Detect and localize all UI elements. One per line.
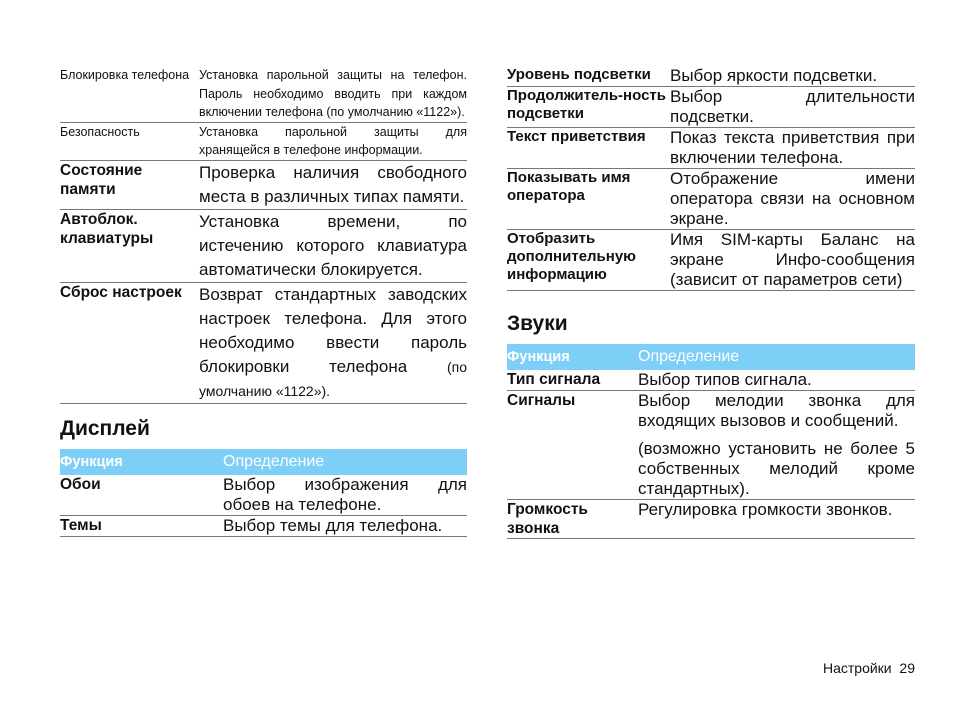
footer-section: Настройки — [822, 660, 892, 676]
row-desc: Показ текста приветствия при включении телефона. — [670, 128, 915, 167]
table-row — [60, 161, 467, 210]
table-row — [60, 515, 467, 536]
header-function: Функция — [507, 344, 638, 370]
row-desc: Выбор изображения для обоев на телефоне. — [223, 474, 467, 514]
settings-table — [60, 161, 467, 404]
row-desc-main: Выбор мелодии звонка для входящих вызовов и сообщений. — [638, 391, 915, 430]
left-column — [60, 66, 467, 537]
table-row — [60, 209, 467, 282]
row-term: Автоблок. клавиатуры — [60, 209, 199, 282]
right-column — [507, 66, 915, 539]
display-table — [60, 449, 467, 537]
header-definition: Определение — [223, 449, 467, 475]
row-desc: Установка времени, по истечению которого клавиатура автоматически блокируется. — [199, 209, 467, 282]
display-continued-table — [507, 66, 915, 291]
table-row — [507, 169, 915, 230]
row-desc-main: Возврат стандартных заводских настроек телефона. Для этого необходимо ввести пароль блокировки телефона — [199, 284, 467, 376]
row-desc: Выбор темы для телефона. — [223, 515, 467, 536]
header-definition: Определение — [638, 344, 915, 370]
row-desc: Выбор типов сигнала. — [638, 370, 915, 391]
row-desc: Выбор яркости подсветки. — [670, 66, 915, 87]
row-desc: Установка парольной защиты для хранящейся в телефоне информации. — [199, 122, 467, 160]
section-title-sounds: Звуки — [507, 312, 568, 335]
row-desc: Регулировка громкости звонков. — [638, 500, 915, 539]
table-row — [60, 122, 467, 160]
table-row — [507, 230, 915, 291]
table-header — [507, 344, 915, 370]
table-row — [507, 370, 915, 391]
row-term: Состояние памяти — [60, 161, 199, 210]
row-term: Безопасность — [60, 122, 199, 160]
row-desc-note: (по умолчанию «1122»). — [199, 358, 467, 399]
row-desc — [638, 391, 915, 500]
row-term: Показывать имя оператора — [507, 169, 670, 230]
row-term: Обои — [60, 475, 223, 516]
section-title-display: Дисплей — [60, 416, 150, 440]
row-desc: Имя SIM-карты Баланс на экране Инфо-сообщения (зависит от параметров сети) — [670, 230, 915, 289]
row-term: Темы — [60, 515, 223, 536]
table-header — [60, 449, 467, 475]
sounds-table — [507, 344, 915, 539]
table-row — [507, 128, 915, 169]
row-term: Блокировка телефона — [60, 66, 199, 122]
table-row — [507, 391, 915, 500]
row-desc: Выбор длительности подсветки. — [670, 87, 915, 126]
row-desc: Проверка наличия свободного места в различных типах памяти. — [199, 161, 467, 210]
row-desc: Установка парольной защиты на телефон. Пароль необходимо вводить при каждом включении телефона (по умолчанию «1122»). — [199, 66, 467, 122]
table-row — [507, 66, 915, 87]
row-term: Сигналы — [507, 391, 638, 500]
row-term: Текст приветствия — [507, 128, 670, 169]
table-row — [60, 66, 467, 122]
table-row — [60, 282, 467, 403]
row-desc-note: (возможно установить не более 5 собственных мелодий кроме стандартных). — [638, 439, 915, 498]
row-term: Тип сигнала — [507, 370, 638, 391]
row-desc — [199, 282, 467, 403]
table-row — [507, 500, 915, 539]
header-function: Функция — [60, 449, 223, 475]
row-term: Продолжитель-ность подсветки — [507, 87, 670, 128]
security-table — [60, 66, 467, 161]
table-row — [507, 87, 915, 128]
row-desc: Отображение имени оператора связи на основном экране. — [670, 169, 915, 228]
row-term: Отобразить дополнительную информацию — [507, 230, 670, 291]
row-term: Сброс настроек — [60, 282, 199, 403]
row-term: Уровень подсветки — [507, 66, 670, 87]
table-row — [60, 475, 467, 516]
page-number: 29 — [899, 660, 915, 676]
row-term: Громкость звонка — [507, 500, 638, 539]
page-footer — [700, 660, 915, 676]
